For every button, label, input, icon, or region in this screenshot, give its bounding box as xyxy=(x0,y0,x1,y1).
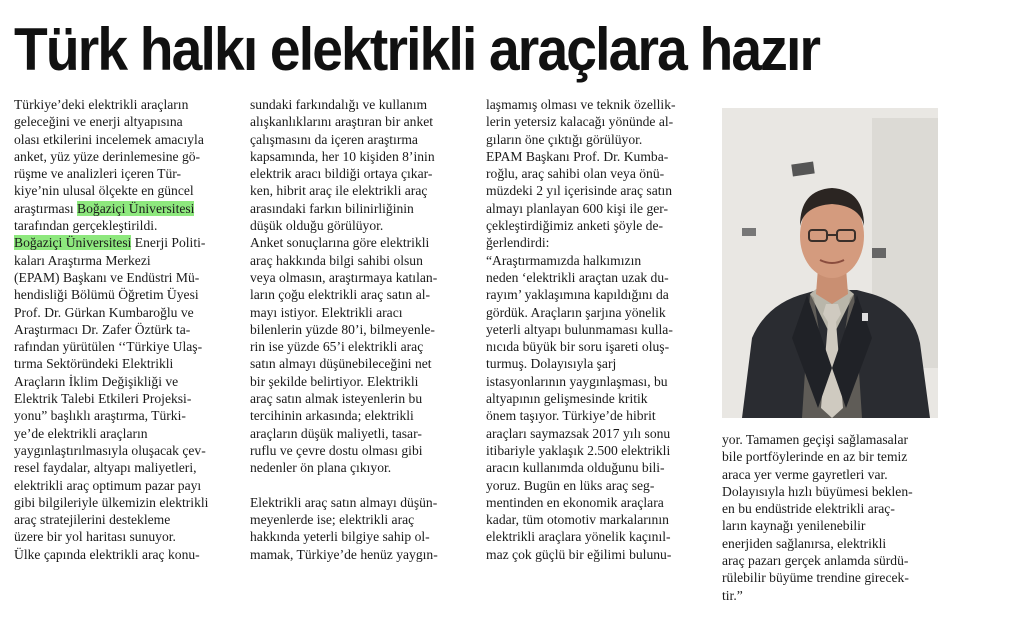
text-line xyxy=(250,373,438,390)
text-line xyxy=(14,131,208,148)
text-span: anket, yüz yüze derinlemesine gö- xyxy=(14,148,201,164)
text-line xyxy=(250,234,438,251)
text-span: hendisliği Bölümü Öğretim Üyesi xyxy=(14,287,199,303)
text-line xyxy=(14,425,208,442)
text-line xyxy=(486,528,676,545)
text-line xyxy=(14,338,208,355)
portrait-photo xyxy=(722,108,938,418)
text-span: yonu” başlıklı araştırma, Türki- xyxy=(14,408,186,424)
text-span: roğlu, araç sahibi olan veya önü- xyxy=(486,166,665,182)
text-span: rin ise yüzde 65’i elektrikli araç xyxy=(250,339,424,355)
text-span: bilenlerin yüzde 80’i, bilmeyenle- xyxy=(250,321,435,337)
text-span: Prof. Dr. Gürkan Kumbaroğlu ve xyxy=(14,304,194,320)
text-span: “Araştırmamızda halkımızın xyxy=(486,252,642,268)
highlighted-term: Boğaziçi Üniversitesi xyxy=(14,235,132,251)
text-line xyxy=(250,252,438,269)
man-portrait-image xyxy=(722,108,938,418)
text-span: araca yer verme gayretleri var. xyxy=(722,466,888,482)
text-span: sundaki farkındalığı ve kullanım xyxy=(250,97,428,112)
text-line xyxy=(486,304,676,321)
text-span: olası etkilerini incelemek amacıyla xyxy=(14,131,204,147)
text-line xyxy=(722,517,913,534)
text-span: neden ‘elektrikli araçtan uzak du- xyxy=(486,269,669,285)
text-span: Dolayısıyla hızlı büyümesi beklen- xyxy=(722,483,913,499)
text-line xyxy=(14,442,208,459)
text-line xyxy=(250,165,438,182)
text-span: rayım’ yaklaşımına kapıldığını da xyxy=(486,287,669,303)
text-line xyxy=(486,442,676,459)
text-line xyxy=(14,165,208,182)
text-span: üzere bir yol haritası sunuyor. xyxy=(14,529,176,545)
article-column-3 xyxy=(486,96,676,563)
text-span: enerjiden sağlanırsa, elektrikli xyxy=(722,535,887,551)
text-span: yaygınlaştırılmasıyla oluşacak çev- xyxy=(14,442,206,458)
text-span: gördük. Araçların şarjına yönelik xyxy=(486,304,666,320)
text-span: kadar, tüm otomotiv markalarının xyxy=(486,512,669,528)
text-line xyxy=(722,431,913,448)
text-line xyxy=(250,182,438,199)
text-span: Türkiye’deki elektrikli araçların xyxy=(14,97,189,112)
text-line xyxy=(14,286,208,303)
text-span: satın almayı düşünebileceğini net xyxy=(250,356,432,372)
text-line xyxy=(486,286,676,303)
text-span: lerin yetersiz kalacağı yönünde al- xyxy=(486,114,674,130)
text-span: Elektrikli araç satın almayı düşün- xyxy=(250,494,438,510)
text-line xyxy=(486,373,676,390)
text-line xyxy=(250,494,438,511)
text-span: tarafından gerçekleştirildi. xyxy=(14,218,158,234)
text-line xyxy=(14,373,208,390)
text-span: rülebilir büyüme trendine girecek- xyxy=(722,570,909,586)
text-span: EPAM Başkanı Prof. Dr. Kumba- xyxy=(486,148,669,164)
text-line xyxy=(250,355,438,372)
article-column-2 xyxy=(250,96,438,563)
text-span: rüşme ve analizleri içeren Tür- xyxy=(14,166,182,182)
text-span: altyapının gelişmesinde kritik xyxy=(486,391,648,407)
text-span: arasındaki farkın bilinirliğinin xyxy=(250,200,414,216)
text-span: nedenler ön plana çıkıyor. xyxy=(250,460,392,476)
text-line xyxy=(722,448,913,465)
text-span: geleceğini ve enerji altyapısına xyxy=(14,114,183,130)
text-line xyxy=(250,217,438,234)
text-span: önem taşıyor. Türkiye’de hibrit xyxy=(486,408,656,424)
text-line xyxy=(486,182,676,199)
text-span: ların kaynağı yenilenebilir xyxy=(722,518,866,534)
text-line xyxy=(250,511,438,528)
headline: Türk halkı elektrikli araçlara hazır xyxy=(14,16,820,83)
text-span: çekleştirdiğimiz anketi şöyle de- xyxy=(486,218,664,234)
text-line xyxy=(14,511,208,528)
text-line xyxy=(486,390,676,407)
text-span: ken, hibrit araç ile elektrikli araç xyxy=(250,183,428,199)
text-span: ruflu ve çevre dostu olması gibi xyxy=(250,442,423,458)
text-span: araçların düşük maliyetli, tasar- xyxy=(250,425,422,441)
text-line xyxy=(486,269,676,286)
text-line xyxy=(486,477,676,494)
text-line xyxy=(14,528,208,545)
text-line xyxy=(14,407,208,424)
text-line xyxy=(14,390,208,407)
text-line xyxy=(486,425,676,442)
text-span: kiye’nin ulusal ölçekte en güncel xyxy=(14,183,194,199)
text-span: en bu endüstride elektrikli araç- xyxy=(722,501,895,517)
text-span: hakkında yeterli bilgiye sahip ol- xyxy=(250,529,430,545)
text-span: araştırması xyxy=(14,200,78,216)
text-span: ların çoğu elektrikli araç satın al- xyxy=(250,287,431,303)
text-line xyxy=(14,304,208,321)
text-span: ğerlendirdi: xyxy=(486,235,550,251)
text-line xyxy=(486,234,676,251)
text-line xyxy=(14,234,208,251)
article-column-4 xyxy=(722,431,913,604)
text-line xyxy=(250,304,438,321)
text-span: bir şekilde belirtiyor. Elektrikli xyxy=(250,373,419,389)
text-line xyxy=(14,200,208,217)
text-line xyxy=(250,425,438,442)
text-span: (EPAM) Başkanı ve Endüstri Mü- xyxy=(14,269,200,285)
text-span: tırma Sektöründeki Elektrikli xyxy=(14,356,174,372)
text-line xyxy=(486,459,676,476)
text-line xyxy=(722,587,913,604)
text-line xyxy=(486,511,676,528)
text-line xyxy=(722,552,913,569)
text-line xyxy=(14,321,208,338)
text-span: mentinden en ekonomik araçlara xyxy=(486,494,664,510)
text-line xyxy=(14,477,208,494)
text-line xyxy=(486,321,676,338)
text-line xyxy=(14,113,208,130)
text-span: araç hakkında bilgi sahibi olsun xyxy=(250,252,423,268)
text-line xyxy=(14,494,208,511)
text-span: araç stratejilerini destekleme xyxy=(14,512,171,528)
text-line xyxy=(486,113,676,130)
text-span: resel faydalar, altyapı maliyetleri, xyxy=(14,460,197,476)
text-line xyxy=(250,338,438,355)
text-line xyxy=(486,148,676,165)
text-span: elektrikli araçlara yönelik kaçınıl- xyxy=(486,529,671,545)
text-line xyxy=(250,131,438,148)
text-line xyxy=(14,252,208,269)
text-span: gibi bilgileriyle ülkemizin elektrikli xyxy=(14,494,209,510)
text-line xyxy=(486,546,676,563)
text-span: yor. Tamamen geçişi sağlamasalar xyxy=(722,432,909,447)
text-line xyxy=(486,355,676,372)
text-line xyxy=(250,442,438,459)
text-span: gıların öne çıktığı görülüyor. xyxy=(486,131,643,147)
text-line xyxy=(250,528,438,545)
text-line xyxy=(250,269,438,286)
text-line xyxy=(722,483,913,500)
text-line xyxy=(250,459,438,476)
text-line xyxy=(486,407,676,424)
text-line xyxy=(250,390,438,407)
text-span: aracın kullanımda olduğunu bili- xyxy=(486,460,665,476)
text-span: Araçların İklim Değişikliği ve xyxy=(14,373,179,389)
text-line xyxy=(486,338,676,355)
text-span: yoruz. Bugün en lüks araç seg- xyxy=(486,477,655,493)
text-line xyxy=(722,569,913,586)
text-line xyxy=(250,148,438,165)
highlighted-term: Boğaziçi Üniversitesi xyxy=(77,200,195,216)
text-line xyxy=(250,200,438,217)
text-line xyxy=(14,148,208,165)
text-line xyxy=(14,546,208,563)
text-line xyxy=(486,96,676,113)
text-line xyxy=(250,96,438,113)
text-line xyxy=(14,182,208,199)
text-span: mayı istiyor. Elektrikli aracı xyxy=(250,304,403,320)
text-span: araç pazarı gerçek anlamda sürdü- xyxy=(722,553,909,569)
text-span: nıcıda büyük bir soru işareti oluş- xyxy=(486,339,670,355)
text-line xyxy=(14,459,208,476)
text-span: tir.” xyxy=(722,587,743,603)
text-span: itibariyle yaklaşık 2.500 elektrikli xyxy=(486,442,671,458)
text-line xyxy=(486,217,676,234)
text-span: veya olmasın, araştırmaya katılan- xyxy=(250,269,438,285)
text-span: rafından yürütülen ‘‘Türkiye Ulaş- xyxy=(14,339,203,355)
article-column-1 xyxy=(14,96,208,563)
text-span: yeterli altyapı bulunmaması kulla- xyxy=(486,321,673,337)
text-line xyxy=(486,494,676,511)
text-span: müzdeki 2 yıl içerisinde araç satın xyxy=(486,183,673,199)
text-line xyxy=(14,96,208,113)
text-span: turmuş. Dolayısıyla şarj xyxy=(486,356,617,372)
text-line xyxy=(486,252,676,269)
text-line xyxy=(250,546,438,563)
text-line xyxy=(250,321,438,338)
text-span: alışkanlıklarını araştıran bir anket xyxy=(250,114,434,130)
text-line xyxy=(722,500,913,517)
text-span: araçları saymazsak 2017 yılı sonu xyxy=(486,425,671,441)
text-line xyxy=(14,355,208,372)
text-span: bile portföylerinde en az bir temiz xyxy=(722,449,908,465)
text-span: Enerji Politi- xyxy=(131,235,206,251)
text-span: maz çok güçlü bir eğilimi bulunu- xyxy=(486,546,672,562)
text-span: Elektrik Talebi Etkileri Projeksi- xyxy=(14,391,192,407)
text-line xyxy=(250,477,438,494)
text-span: mamak, Türkiye’de henüz yaygın- xyxy=(250,546,438,562)
text-line xyxy=(14,217,208,234)
text-span: kapsamında, her 10 kişiden 8’inin xyxy=(250,148,435,164)
text-span: Anket sonuçlarına göre elektrikli xyxy=(250,235,430,251)
text-span: meyenlerde ise; elektrikli araç xyxy=(250,512,415,528)
text-span: çalışmasını da içeren araştırma xyxy=(250,131,418,147)
text-line xyxy=(14,269,208,286)
text-span: araç satın almak isteyenlerin bu xyxy=(250,391,423,407)
text-span: elektrikli araç optimum pazar payı xyxy=(14,477,202,493)
text-line xyxy=(722,535,913,552)
text-span: elektrik aracı bildiği ortaya çıkar- xyxy=(250,166,433,182)
text-line xyxy=(250,286,438,303)
text-span: Araştırmacı Dr. Zafer Öztürk ta- xyxy=(14,321,191,337)
text-span: almayı planlayan 600 kişi ile ger- xyxy=(486,200,669,216)
text-span: laşmamış olması ve teknik özellik- xyxy=(486,97,676,112)
text-line xyxy=(722,466,913,483)
text-line xyxy=(486,200,676,217)
text-span: düşük olduğu görülüyor. xyxy=(250,218,384,234)
text-span: ye’de elektrikli araçların xyxy=(14,425,148,441)
text-span: istasyonlarının yaygınlaşması, bu xyxy=(486,373,668,389)
text-span: kaları Araştırma Merkezi xyxy=(14,252,151,268)
text-line xyxy=(250,407,438,424)
text-line xyxy=(486,131,676,148)
text-line xyxy=(486,165,676,182)
text-span: tercihinin arkasında; elektrikli xyxy=(250,408,414,424)
text-span: Ülke çapında elektrikli araç konu- xyxy=(14,546,200,562)
text-line xyxy=(250,113,438,130)
